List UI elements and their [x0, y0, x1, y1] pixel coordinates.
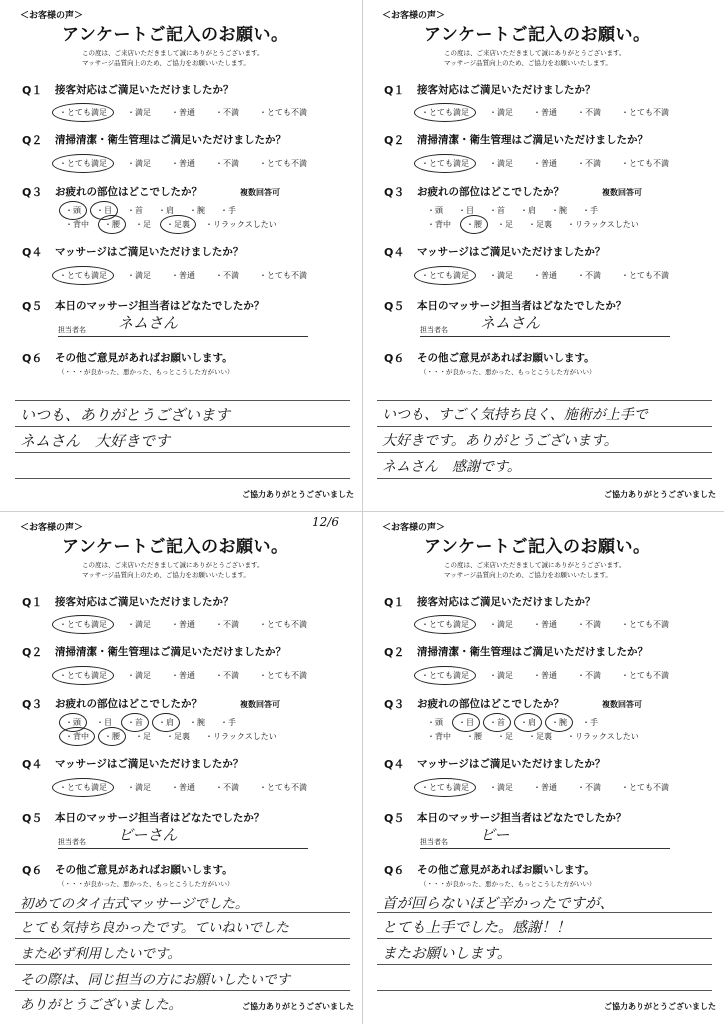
staff-underline [58, 848, 308, 849]
intro-line-1: この度は、ご来店いただきまして誠にありがとうございます。 [82, 561, 264, 569]
rating-option[interactable]: ・普通 [171, 620, 195, 629]
comment-line[interactable]: ネムさん 感謝です。 [382, 459, 521, 475]
question-text: 本日のマッサージ担当者はどなたでしたか？ [55, 812, 265, 824]
question-number: Q１ [22, 596, 43, 609]
rating-option[interactable]: ・普通 [171, 159, 195, 168]
body-part-option[interactable]: ・目 [458, 206, 474, 215]
question-number: Q３ [22, 698, 43, 711]
thanks-text: ご協力ありがとうございました [242, 1002, 354, 1011]
body-part-option[interactable]: ・腕 [189, 206, 205, 215]
rating-options-q1 [419, 106, 687, 119]
rating-option[interactable]: ・とても満足 [421, 783, 469, 792]
question-number: Q６ [22, 864, 43, 877]
body-parts-row-1 [64, 204, 250, 217]
body-part-option[interactable]: ・腕 [551, 718, 567, 727]
question-text: マッサージはご満足いただけましたか？ [417, 246, 606, 258]
rating-option[interactable]: ・普通 [171, 783, 195, 792]
staff-label: 担当者名 [58, 326, 86, 334]
question-text: その他ご意見があればお願いします。 [55, 352, 233, 364]
comment-line[interactable]: また必ず利用したいです。 [20, 946, 181, 962]
rating-option[interactable]: ・満足 [127, 159, 151, 168]
multiple-answers-note: 複数回答可 [602, 700, 642, 709]
question-text: その他ご意見があればお願いします。 [55, 864, 233, 876]
card-banner: ＜お客様の声＞ [382, 523, 446, 533]
staff-label: 担当者名 [420, 838, 448, 846]
card-title: アンケートご記入のお願い。 [62, 25, 289, 45]
body-parts-row-1 [64, 716, 250, 729]
question-number: Q４ [384, 246, 405, 259]
body-part-option[interactable]: ・首 [489, 206, 505, 215]
staff-name[interactable]: ビーさん [118, 826, 178, 844]
card-banner: ＜お客様の声＞ [20, 523, 84, 533]
rating-option[interactable]: ・とても不満 [259, 271, 307, 280]
body-part-option[interactable]: ・足 [135, 220, 151, 229]
comment-line[interactable]: とても気持ち良かったです。ていねいでした [20, 920, 289, 936]
rating-option[interactable]: ・不満 [577, 783, 601, 792]
question-text: マッサージはご満足いただけましたか？ [55, 758, 244, 770]
body-parts-row-2 [64, 218, 291, 231]
rating-option[interactable]: ・とても不満 [259, 159, 307, 168]
q6-note: （・・・が良かった、悪かった、もっとこうした方がいい） [420, 368, 596, 376]
question-text: その他ご意見があればお願いします。 [417, 352, 595, 364]
body-part-option[interactable]: ・足 [497, 220, 513, 229]
question-number: Q１ [22, 84, 43, 97]
staff-underline [420, 848, 670, 849]
rating-option[interactable]: ・普通 [171, 671, 195, 680]
staff-name[interactable]: ビー [480, 826, 510, 844]
thanks-text: ご協力ありがとうございました [604, 1002, 716, 1011]
intro-line-2: マッサージ品質向上のため、ご協力をお願いいたします。 [444, 59, 612, 67]
rating-option[interactable]: ・とても不満 [621, 108, 669, 117]
rating-option[interactable]: ・満足 [489, 783, 513, 792]
rating-option[interactable]: ・普通 [171, 271, 195, 280]
question-number: Q６ [384, 864, 405, 877]
rating-option[interactable]: ・普通 [533, 159, 557, 168]
body-part-option[interactable]: ・目 [96, 718, 112, 727]
rating-option[interactable]: ・満足 [489, 620, 513, 629]
rating-option[interactable]: ・普通 [533, 108, 557, 117]
rating-option[interactable]: ・不満 [577, 271, 601, 280]
rating-option[interactable]: ・満足 [127, 671, 151, 680]
rating-option[interactable]: ・とても不満 [259, 671, 307, 680]
rating-option[interactable]: ・普通 [533, 271, 557, 280]
question-text: お疲れの部位はどこでしたか？ [55, 186, 202, 198]
question-text: 本日のマッサージ担当者はどなたでしたか？ [55, 300, 265, 312]
body-part-option[interactable]: ・背中 [427, 732, 451, 741]
rating-option[interactable]: ・満足 [127, 783, 151, 792]
body-part-option[interactable]: ・目 [96, 206, 112, 215]
q6-note: （・・・が良かった、悪かった、もっとこうした方がいい） [58, 880, 234, 888]
rating-option[interactable]: ・不満 [215, 620, 239, 629]
body-part-option[interactable]: ・足 [497, 732, 513, 741]
body-part-option[interactable]: ・肩 [520, 718, 536, 727]
question-number: Q２ [22, 134, 43, 147]
rating-option[interactable]: ・とても不満 [259, 108, 307, 117]
question-number: Q４ [22, 246, 43, 259]
body-part-option[interactable]: ・手 [582, 718, 598, 727]
question-number: Q６ [22, 352, 43, 365]
rating-option[interactable]: ・普通 [533, 671, 557, 680]
question-text: 本日のマッサージ担当者はどなたでしたか？ [417, 812, 627, 824]
body-parts-row-1 [426, 716, 612, 729]
question-number: Q４ [384, 758, 405, 771]
body-part-option[interactable]: ・足裏 [166, 732, 190, 741]
rating-option[interactable]: ・不満 [577, 620, 601, 629]
question-text: お疲れの部位はどこでしたか？ [417, 698, 564, 710]
rating-options-q2 [419, 669, 687, 682]
body-part-option[interactable]: ・リラックスしたい [567, 220, 639, 229]
question-number: Q２ [384, 646, 405, 659]
thanks-text: ご協力ありがとうございました [242, 490, 354, 499]
card-banner: ＜お客様の声＞ [20, 11, 84, 21]
question-text: マッサージはご満足いただけましたか？ [417, 758, 606, 770]
body-part-option[interactable]: ・リラックスしたい [205, 220, 277, 229]
rating-options-q2 [419, 157, 687, 170]
body-part-option[interactable]: ・肩 [520, 206, 536, 215]
question-number: Q２ [384, 134, 405, 147]
staff-label: 担当者名 [420, 326, 448, 334]
comment-line[interactable]: またお願いします。 [382, 946, 512, 962]
question-number: Q５ [384, 812, 405, 825]
body-part-option[interactable]: ・背中 [65, 220, 89, 229]
body-part-option[interactable]: ・足 [135, 732, 151, 741]
staff-underline [58, 336, 308, 337]
handwritten-date [312, 516, 339, 529]
card-title: アンケートご記入のお願い。 [424, 25, 651, 45]
intro-line-1: この度は、ご来店いただきまして誠にありがとうございます。 [444, 49, 626, 57]
body-part-option[interactable]: ・腰 [104, 732, 120, 741]
body-part-option[interactable]: ・首 [127, 718, 143, 727]
body-part-option[interactable]: ・足裏 [528, 220, 552, 229]
rating-options-q4 [57, 781, 325, 794]
intro-line-2: マッサージ品質向上のため、ご協力をお願いいたします。 [82, 571, 250, 579]
rating-option[interactable]: ・満足 [127, 271, 151, 280]
body-part-option[interactable]: ・腰 [104, 220, 120, 229]
question-number: Q１ [384, 84, 405, 97]
rating-option[interactable]: ・満足 [127, 620, 151, 629]
rating-options-q2 [57, 157, 325, 170]
rating-option[interactable]: ・とても満足 [421, 108, 469, 117]
rating-option[interactable]: ・普通 [533, 783, 557, 792]
question-text: 接客対応はご満足いただけましたか？ [417, 84, 596, 96]
rating-option[interactable]: ・とても不満 [259, 620, 307, 629]
rating-option[interactable]: ・満足 [489, 159, 513, 168]
rating-option[interactable]: ・とても不満 [259, 783, 307, 792]
rating-options-q1 [57, 618, 325, 631]
body-part-option[interactable]: ・首 [127, 206, 143, 215]
question-text: その他ご意見があればお願いします。 [417, 864, 595, 876]
thanks-text: ご協力ありがとうございました [604, 490, 716, 499]
body-part-option[interactable]: ・肩 [158, 206, 174, 215]
rating-option[interactable]: ・とても不満 [621, 159, 669, 168]
rating-option[interactable]: ・不満 [577, 671, 601, 680]
rating-option[interactable]: ・とても不満 [621, 620, 669, 629]
question-text: 接客対応はご満足いただけましたか？ [55, 84, 234, 96]
survey-card-2 [362, 0, 724, 512]
comment-line[interactable]: いつも、すごく気持ち良く、施術が上手で [382, 407, 648, 423]
card-title: アンケートご記入のお願い。 [424, 537, 651, 557]
comment-line[interactable]: ネムさん 大好きです [20, 432, 171, 450]
body-part-option[interactable]: ・手 [220, 206, 236, 215]
rating-option[interactable]: ・とても満足 [59, 671, 107, 680]
rating-option[interactable]: ・とても不満 [621, 671, 669, 680]
rating-option[interactable]: ・とても不満 [621, 271, 669, 280]
multiple-answers-note: 複数回答可 [240, 188, 280, 197]
rating-option[interactable]: ・普通 [533, 620, 557, 629]
question-text: 本日のマッサージ担当者はどなたでしたか？ [417, 300, 627, 312]
body-part-option[interactable]: ・頭 [427, 718, 443, 727]
question-text: 清掃清潔・衛生管理はご満足いただけましたか？ [417, 134, 648, 146]
card-title: アンケートご記入のお願い。 [62, 537, 289, 557]
rating-options-q2 [57, 669, 325, 682]
rating-option[interactable]: ・とても満足 [59, 620, 107, 629]
body-parts-row-2 [64, 730, 291, 743]
body-part-option[interactable]: ・目 [458, 718, 474, 727]
question-number: Q３ [22, 186, 43, 199]
body-part-option[interactable]: ・頭 [427, 206, 443, 215]
body-parts-row-2 [426, 218, 653, 231]
rating-option[interactable]: ・満足 [489, 671, 513, 680]
question-number: Q３ [384, 698, 405, 711]
question-text: お疲れの部位はどこでしたか？ [417, 186, 564, 198]
comment-line[interactable]: その際は、同じ担当の方にお願いしたいです [20, 972, 290, 988]
question-number: Q４ [22, 758, 43, 771]
body-part-option[interactable]: ・首 [489, 718, 505, 727]
multiple-answers-note: 複数回答可 [602, 188, 642, 197]
question-number: Q５ [22, 300, 43, 313]
comment-line[interactable]: とても上手でした。感謝！！ [382, 920, 571, 936]
rating-option[interactable]: ・不満 [215, 108, 239, 117]
body-part-option[interactable]: ・頭 [65, 718, 81, 727]
question-text: マッサージはご満足いただけましたか？ [55, 246, 244, 258]
comment-line[interactable]: 大好きです。ありがとうございます。 [382, 433, 618, 449]
rating-options-q1 [419, 618, 687, 631]
rating-option[interactable]: ・不満 [215, 271, 239, 280]
rating-option[interactable]: ・不満 [215, 671, 239, 680]
body-part-option[interactable]: ・手 [582, 206, 598, 215]
body-part-option[interactable]: ・手 [220, 718, 236, 727]
survey-card-1 [0, 0, 362, 512]
rating-option[interactable]: ・とても満足 [59, 271, 107, 280]
question-number: Q２ [22, 646, 43, 659]
body-part-option[interactable]: ・背中 [427, 220, 451, 229]
rating-option[interactable]: ・とても満足 [59, 108, 107, 117]
rating-option[interactable]: ・満足 [489, 271, 513, 280]
rating-option[interactable]: ・普通 [171, 108, 195, 117]
rating-options-q4 [419, 269, 687, 282]
rating-options-q4 [419, 781, 687, 794]
question-text: 接客対応はご満足いただけましたか？ [55, 596, 234, 608]
rating-options-q4 [57, 269, 325, 282]
body-part-option[interactable]: ・腰 [466, 732, 482, 741]
intro-line-1: この度は、ご来店いただきまして誠にありがとうございます。 [82, 49, 264, 57]
body-parts-row-1 [426, 204, 612, 217]
body-parts-row-2 [426, 730, 653, 743]
question-text: 清掃清潔・衛生管理はご満足いただけましたか？ [417, 646, 648, 658]
rating-option[interactable]: ・満足 [127, 108, 151, 117]
intro-line-2: マッサージ品質向上のため、ご協力をお願いいたします。 [444, 571, 612, 579]
survey-card-4 [362, 512, 724, 1024]
body-part-option[interactable]: ・肩 [158, 718, 174, 727]
comment-line[interactable]: いつも、ありがとうございます [20, 406, 231, 424]
rating-option[interactable]: ・満足 [489, 108, 513, 117]
rating-option[interactable]: ・とても満足 [421, 271, 469, 280]
intro-line-1: この度は、ご来店いただきまして誠にありがとうございます。 [444, 561, 626, 569]
card-banner: ＜お客様の声＞ [382, 11, 446, 21]
question-number: Q５ [22, 812, 43, 825]
comment-line[interactable]: 初めてのタイ古式マッサージでした。 [20, 896, 249, 912]
rating-option[interactable]: ・とても満足 [59, 783, 107, 792]
staff-label: 担当者名 [58, 838, 86, 846]
rating-option[interactable]: ・不満 [215, 159, 239, 168]
comment-line[interactable]: ありがとうございました。 [20, 997, 182, 1013]
body-part-option[interactable]: ・足裏 [528, 732, 552, 741]
body-part-option[interactable]: ・腕 [551, 206, 567, 215]
rating-option[interactable]: ・とても満足 [421, 620, 469, 629]
rating-options-q1 [57, 106, 325, 119]
date-text: 12/6 [312, 515, 339, 529]
rating-option[interactable]: ・不満 [577, 159, 601, 168]
intro-line-2: マッサージ品質向上のため、ご協力をお願いいたします。 [82, 59, 250, 67]
staff-name[interactable]: ネムさん [480, 314, 541, 332]
staff-underline [420, 336, 670, 337]
staff-name[interactable]: ネムさん [118, 314, 179, 332]
rating-option[interactable]: ・とても不満 [621, 783, 669, 792]
rating-option[interactable]: ・とても満足 [59, 159, 107, 168]
survey-card-3 [0, 512, 362, 1024]
question-number: Q３ [384, 186, 405, 199]
question-number: Q６ [384, 352, 405, 365]
body-part-option[interactable]: ・腕 [189, 718, 205, 727]
body-part-option[interactable]: ・足裏 [166, 220, 190, 229]
body-part-option[interactable]: ・リラックスしたい [205, 732, 277, 741]
question-text: 清掃清潔・衛生管理はご満足いただけましたか？ [55, 646, 286, 658]
question-text: お疲れの部位はどこでしたか？ [55, 698, 202, 710]
question-text: 接客対応はご満足いただけましたか？ [417, 596, 596, 608]
rating-option[interactable]: ・不満 [215, 783, 239, 792]
question-number: Q１ [384, 596, 405, 609]
question-number: Q５ [384, 300, 405, 313]
rating-option[interactable]: ・とても満足 [421, 159, 469, 168]
rating-option[interactable]: ・とても満足 [421, 671, 469, 680]
body-part-option[interactable]: ・リラックスしたい [567, 732, 639, 741]
multiple-answers-note: 複数回答可 [240, 700, 280, 709]
rating-option[interactable]: ・不満 [577, 108, 601, 117]
question-text: 清掃清潔・衛生管理はご満足いただけましたか？ [55, 134, 286, 146]
q6-note: （・・・が良かった、悪かった、もっとこうした方がいい） [420, 880, 596, 888]
q6-note: （・・・が良かった、悪かった、もっとこうした方がいい） [58, 368, 234, 376]
body-part-option[interactable]: ・頭 [65, 206, 81, 215]
body-part-option[interactable]: ・背中 [65, 732, 89, 741]
body-part-option[interactable]: ・腰 [466, 220, 482, 229]
comment-line[interactable]: 首が回らないほど辛かったですが、 [382, 896, 614, 912]
